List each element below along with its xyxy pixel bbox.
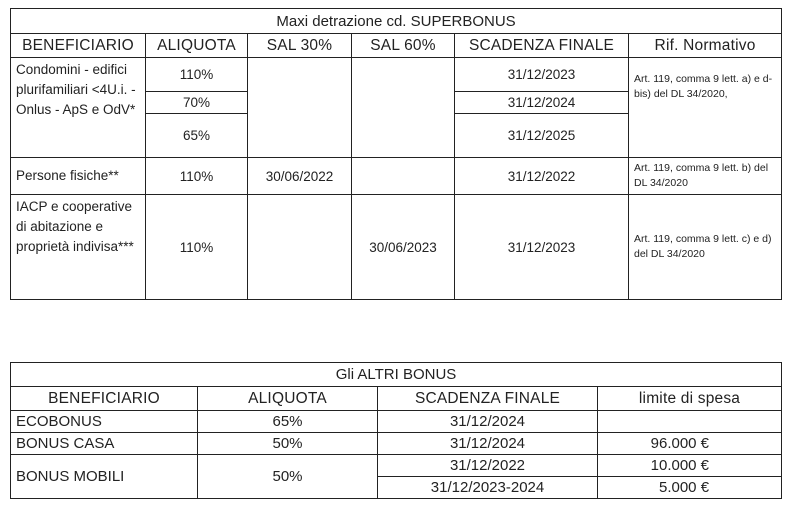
scadenza-cell: 31/12/2025 bbox=[455, 114, 629, 158]
header-sal60: SAL 60% bbox=[352, 34, 455, 58]
aliquota-cell: 110% bbox=[146, 58, 248, 92]
limite-cell bbox=[598, 411, 782, 433]
sal30-cell bbox=[248, 195, 352, 300]
beneficiario-persone-fisiche: Persone fisiche** bbox=[11, 158, 146, 195]
altri-bonus-title: Gli ALTRI BONUS bbox=[11, 363, 782, 387]
header-beneficiario: BENEFICIARIO bbox=[11, 34, 146, 58]
rif-normativo-iacp: Art. 119, comma 9 lett. c) e d) del DL 34/2020 bbox=[629, 195, 782, 300]
superbonus-title: Maxi detrazione cd. SUPERBONUS bbox=[11, 9, 782, 34]
beneficiario-condomini: Condomini - edifici plurifamiliari <4U.i. - Onlus - ApS e OdV* bbox=[11, 58, 146, 158]
header-aliquota: ALIQUOTA bbox=[146, 34, 248, 58]
superbonus-table bbox=[10, 8, 782, 300]
aliquota-cell: 65% bbox=[146, 114, 248, 158]
limite-cell: 5.000 € bbox=[598, 477, 782, 499]
header-scadenza: SCADENZA FINALE bbox=[378, 387, 598, 411]
header-sal30: SAL 30% bbox=[248, 34, 352, 58]
header-rif-normativo: Rif. Normativo bbox=[629, 34, 782, 58]
header-beneficiario: BENEFICIARIO bbox=[11, 387, 198, 411]
beneficiario-ecobonus: ECOBONUS bbox=[11, 411, 198, 433]
header-limite-spesa: limite di spesa bbox=[598, 387, 782, 411]
rif-normativo-condomini: Art. 119, comma 9 lett. a) e d-bis) del DL 34/2020, bbox=[629, 58, 782, 158]
limite-cell: 10.000 € bbox=[598, 455, 782, 477]
sal60-cell: 30/06/2023 bbox=[352, 195, 455, 300]
aliquota-cell: 70% bbox=[146, 92, 248, 114]
scadenza-cell: 31/12/2023 bbox=[455, 58, 629, 92]
altri-bonus-table bbox=[10, 362, 782, 499]
sal30-cell: 30/06/2022 bbox=[248, 158, 352, 195]
header-scadenza: SCADENZA FINALE bbox=[455, 34, 629, 58]
beneficiario-iacp: IACP e cooperative di abitazione e proprietà indivisa*** bbox=[11, 195, 146, 300]
header-aliquota: ALIQUOTA bbox=[198, 387, 378, 411]
scadenza-cell: 31/12/2024 bbox=[378, 411, 598, 433]
scadenza-cell: 31/12/2024 bbox=[455, 92, 629, 114]
limite-cell: 96.000 € bbox=[598, 433, 782, 455]
sal60-cell bbox=[352, 158, 455, 195]
aliquota-cell: 110% bbox=[146, 195, 248, 300]
scadenza-cell: 31/12/2022 bbox=[455, 158, 629, 195]
beneficiario-bonus-mobili: BONUS MOBILI bbox=[11, 455, 198, 499]
sal60-cell bbox=[352, 58, 455, 158]
scadenza-cell: 31/12/2023 bbox=[455, 195, 629, 300]
rif-normativo-persone: Art. 119, comma 9 lett. b) del DL 34/2020 bbox=[629, 158, 782, 195]
sal30-cell bbox=[248, 58, 352, 158]
scadenza-cell: 31/12/2023-2024 bbox=[378, 477, 598, 499]
scadenza-cell: 31/12/2022 bbox=[378, 455, 598, 477]
aliquota-cell: 50% bbox=[198, 455, 378, 499]
beneficiario-bonus-casa: BONUS CASA bbox=[11, 433, 198, 455]
aliquota-cell: 110% bbox=[146, 158, 248, 195]
aliquota-cell: 50% bbox=[198, 433, 378, 455]
aliquota-cell: 65% bbox=[198, 411, 378, 433]
scadenza-cell: 31/12/2024 bbox=[378, 433, 598, 455]
